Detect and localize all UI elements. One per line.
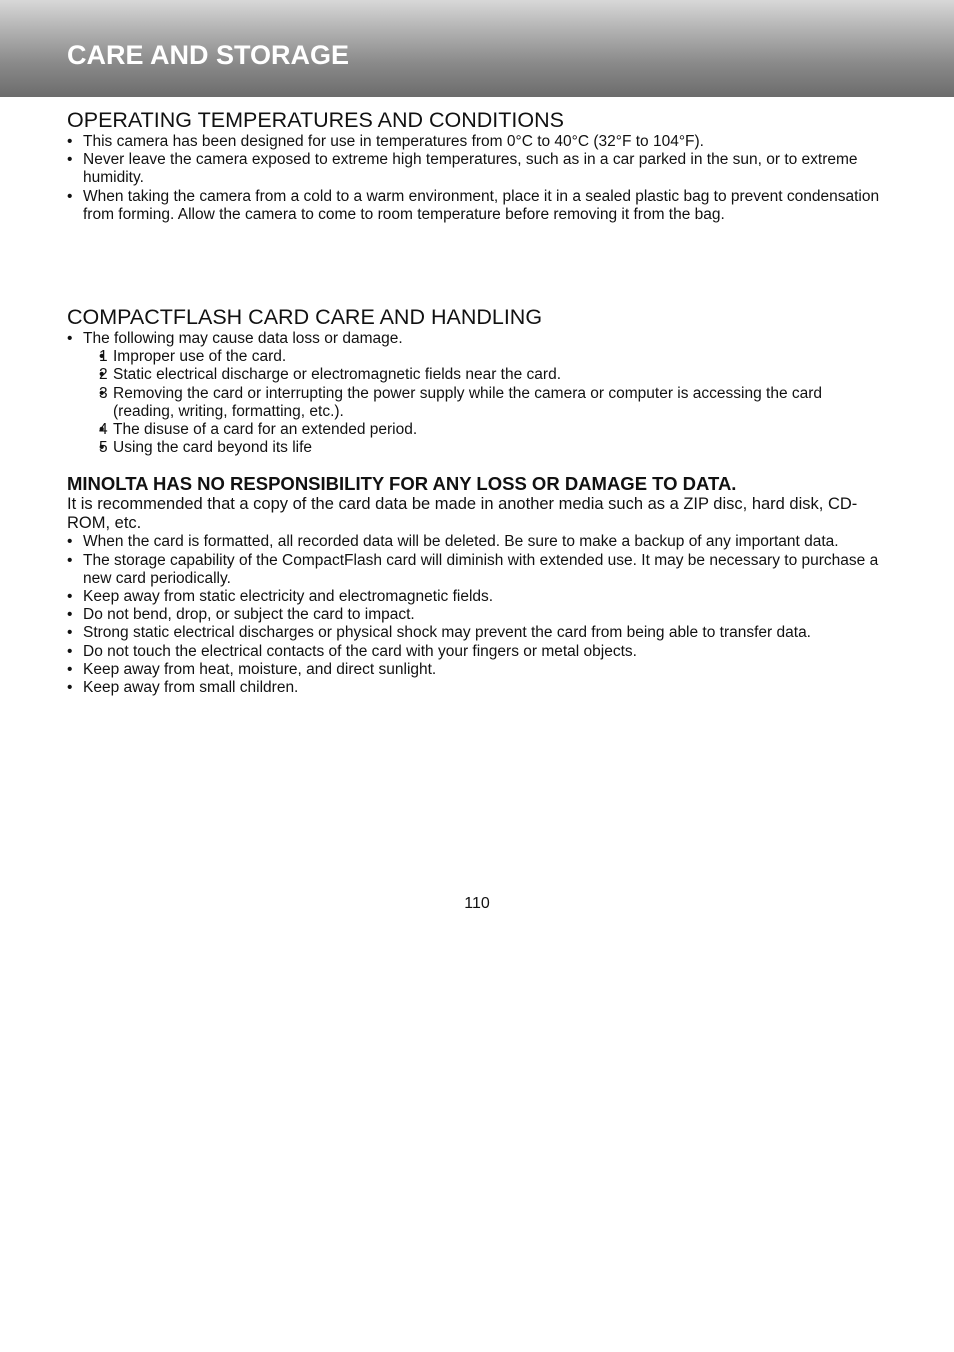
numbered-item <box>99 348 887 366</box>
list-item: • Keep away from static electricity and electromagnetic fields. <box>67 588 887 606</box>
responsibility-section <box>67 473 887 697</box>
item-number: • 4 <box>99 421 108 439</box>
item-number: • 1 <box>99 348 108 366</box>
operating-conditions-list <box>67 133 887 224</box>
list-item: • This camera has been designed for use in temperatures from 0°C to 40°C (32°F to 104°F). <box>67 133 887 151</box>
list-item <box>67 330 887 457</box>
compactflash-care-section <box>67 304 887 457</box>
backup-recommendation: It is recommended that a copy of the card data be made in another media such as a ZIP disc, hard disk, CD-ROM, etc. <box>67 495 858 533</box>
page-title: CARE AND STORAGE <box>67 40 350 70</box>
list-item: • Keep away from small children. <box>67 679 887 697</box>
list-item: • When taking the camera from a cold to a warm environment, place it in a sealed plastic bag to prevent condensation from forming. Allow the camera to come to room temperature before removing it from the bag. <box>67 188 887 224</box>
item-text: Removing the card or interrupting the power supply while the camera or computer is accessing the card (reading, writing, formatting, etc.). <box>113 384 823 420</box>
data-loss-causes-list <box>83 348 887 457</box>
numbered-item <box>99 366 887 384</box>
compactflash-care-heading: COMPACTFLASH CARD CARE AND HANDLING <box>67 305 543 330</box>
page-content <box>67 107 887 697</box>
numbered-item <box>99 385 887 421</box>
operating-conditions-heading: OPERATING TEMPERATURES AND CONDITIONS <box>67 108 564 132</box>
numbered-item <box>99 439 887 457</box>
list-item: • Keep away from heat, moisture, and direct sunlight. <box>67 661 887 679</box>
compactflash-intro-text: The following may cause data loss or damage. <box>83 330 403 348</box>
list-item: • Strong static electrical discharges or physical shock may prevent the card from being able to transfer data. <box>67 624 887 642</box>
list-item: • Do not bend, drop, or subject the card to impact. <box>67 606 887 624</box>
item-text: The disuse of a card for an extended period. <box>113 421 418 439</box>
list-item: • The storage capability of the CompactFlash card will diminish with extended use. It may be necessary to purchase a new card periodically. <box>67 552 887 588</box>
compactflash-intro-list <box>67 330 887 457</box>
list-item: • Never leave the camera exposed to extreme high temperatures, such as in a car parked in the sun, or to extreme humidity. <box>67 151 887 187</box>
responsibility-heading: MINOLTA HAS NO RESPONSIBILITY FOR ANY LOSS OR DAMAGE TO DATA. <box>67 473 737 495</box>
item-text: Using the card beyond its life <box>113 439 313 457</box>
page-number: 110 <box>464 895 490 912</box>
list-item: • Do not touch the electrical contacts of the card with your fingers or metal objects. <box>67 643 887 661</box>
item-text: Static electrical discharge or electromagnetic fields near the card. <box>113 366 561 384</box>
item-number: • 5 <box>99 439 108 457</box>
numbered-item <box>99 421 887 439</box>
item-number: • 2 <box>99 366 108 384</box>
operating-conditions-section <box>67 107 887 224</box>
item-number: • 3 <box>99 384 108 402</box>
item-text: Improper use of the card. <box>113 348 287 366</box>
list-item: • When the card is formatted, all recorded data will be deleted. Be sure to make a backup of any important data. <box>67 533 887 551</box>
card-handling-list <box>67 533 887 697</box>
